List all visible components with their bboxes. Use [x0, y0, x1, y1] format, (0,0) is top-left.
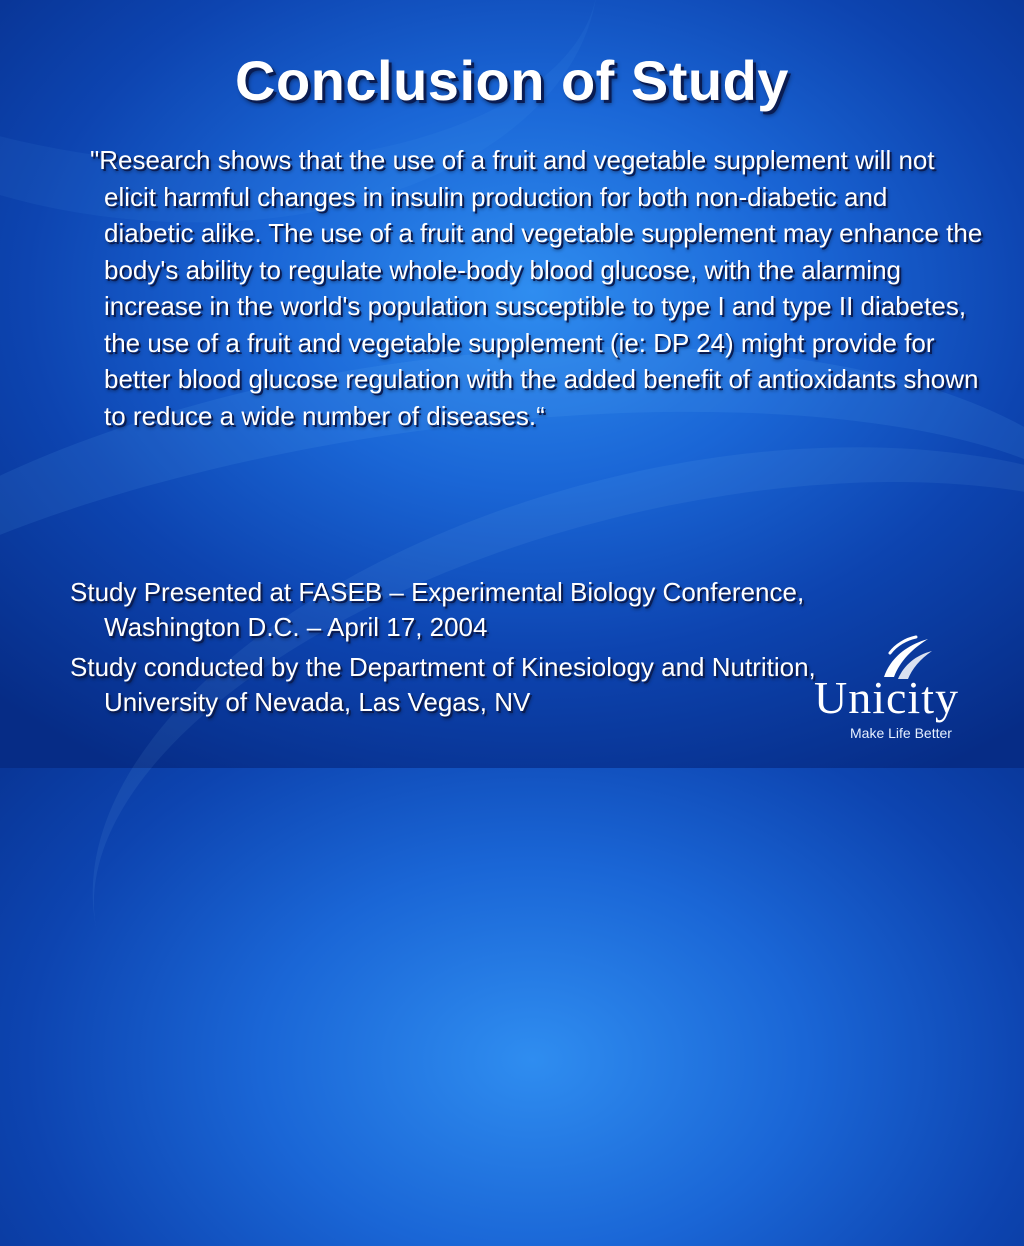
- background-streak: [20, 334, 1024, 1245]
- logo-wordmark: Unicity: [814, 672, 959, 723]
- study-quote: "Research shows that the use of a fruit and vegetable supplement will not elicit harmful changes in insulin production for both non-diabetic and diabetic alike. The use of a fruit and vegetable supplement may enhance the body's ability to regulate whole-body blood glucose, with the alarming increase in the world's population susceptible to type I and type II diabetes, the use of a fruit and vegetable supplement (ie: DP 24) might provide for better blood glucose regulation with the added benefit of antioxidants shown to reduce a wide number of diseases.“: [90, 145, 983, 431]
- credit-conducted: Study conducted by the Department of Kinesiology and Nutrition, University of Nevada, Las Vegas, NV: [70, 652, 816, 717]
- study-credits: [70, 575, 870, 725]
- logo-tagline: Make Life Better: [850, 725, 952, 741]
- unicity-logo: [814, 633, 994, 743]
- credit-presented: Study Presented at FASEB – Experimental Biology Conference, Washington D.C. – April 17, 2004: [70, 577, 805, 642]
- slide-title: Conclusion of Study: [235, 49, 789, 112]
